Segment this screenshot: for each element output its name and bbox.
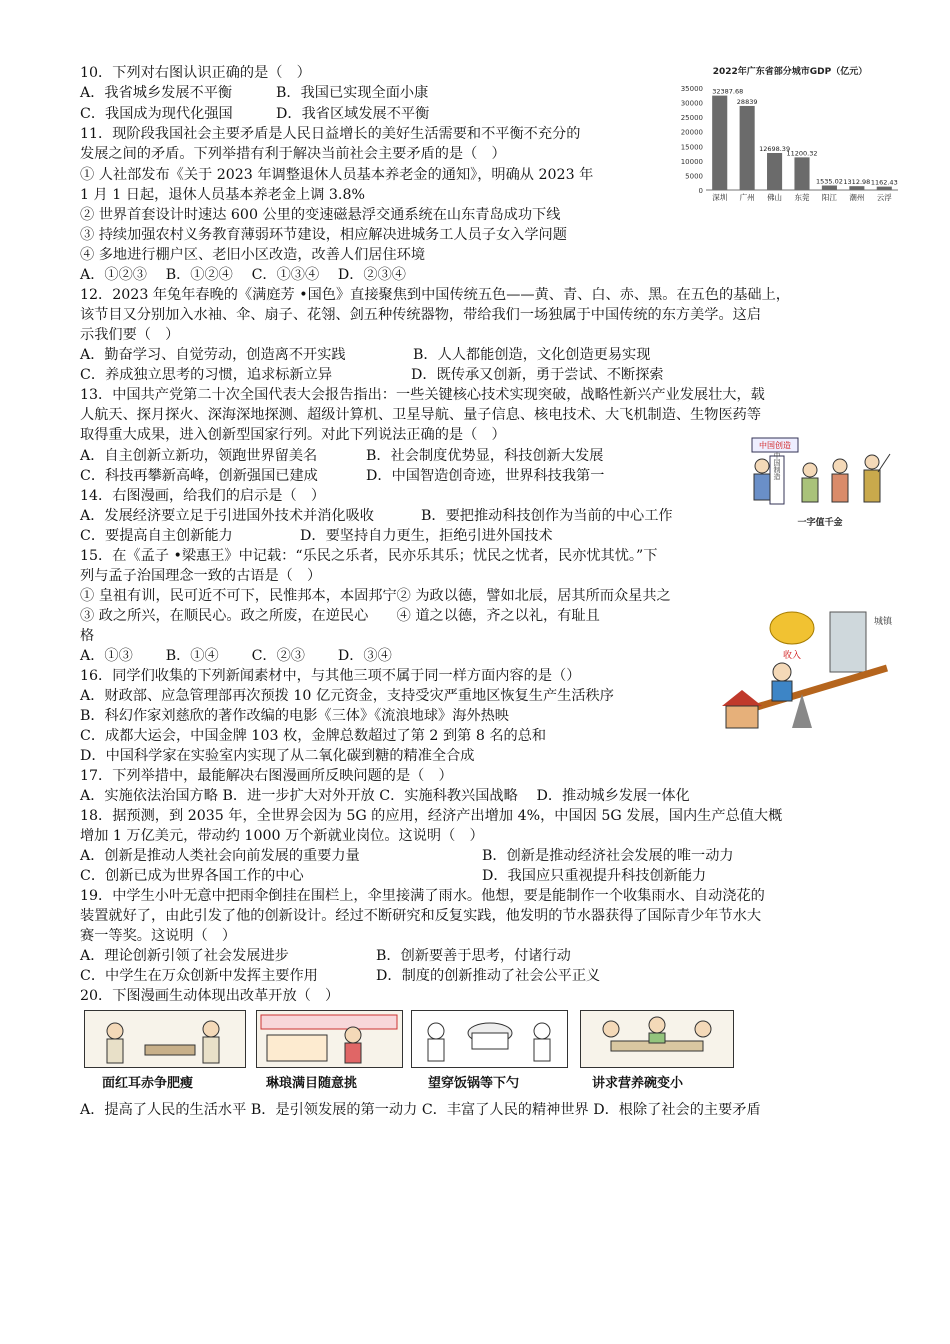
q17-options: A．实施依法治国方略 B．进一步扩大对外开放 C．实施科教兴国战略 D．推动城乡发展一体化 xyxy=(80,788,690,804)
q15-item1-2: ① 皇祖有训，民可近不可下，民惟邦本，本固邦宁② 为政以德，譬如北辰，居其所而众星共之 xyxy=(80,588,671,604)
q20-stem: 20．下图漫画生动体现出改革开放（ ） xyxy=(80,988,340,1004)
q16-option-c: C．成都大运会，中国金牌 103 枚，金牌总数超过了第 2 到第 8 名的总和 xyxy=(80,728,547,744)
q16-option-a: A．财政部、应急管理部再次预拨 10 亿元资金，支持受灾严重地区恢复生产生活秩序 xyxy=(80,688,614,704)
q18-stem-line1: 18．据预测，到 2035 年，全世界会因为 5G 的应用，经济产出增加 4%，中国因 5G 发展，国内生产总值大概 xyxy=(80,808,783,824)
q10-option-b: B．我国已实现全面小康 xyxy=(276,85,429,101)
bar-阳江 xyxy=(822,186,837,190)
gdp-bar-chart xyxy=(672,62,902,212)
q16-option-b: B．科幻作家刘慈欣的著作改编的电影《三体》《流浪地球》海外热映 xyxy=(80,708,509,724)
y-tick-label: 25000 xyxy=(680,114,703,123)
bar-东莞 xyxy=(794,157,809,190)
q12-option-a: A．勤奋学习、自觉劳动，创造离不开实践 xyxy=(80,347,346,363)
q10-option-c: C．我国成为现代化强国 xyxy=(80,106,233,122)
q10-option-d: D．我省区域发展不平衡 xyxy=(276,106,430,122)
y-tick-label: 5000 xyxy=(685,172,703,181)
q19-option-b: B．创新要善于思考，付诸行动 xyxy=(376,948,571,964)
data-label: 1162.43 xyxy=(870,178,898,187)
q18-option-a: A．创新是推动人类社会向前发展的重要力量 xyxy=(80,848,360,864)
q15-options: A．①③ B．①④ C．②③ D．③④ xyxy=(80,648,392,664)
data-label: 1312.98 xyxy=(843,178,871,187)
q13-stem-line3: 取得重大成果，进入创新型国家行列。对此下列说法正确的是（ ） xyxy=(80,427,506,443)
cartoon-sign-top: 中国创造 xyxy=(759,441,791,450)
q19-option-c: C．中学生在万众创新中发挥主要作用 xyxy=(80,968,318,984)
q16-option-d: D．中国科学家在实验室内实现了从二氧化碳到糖的精准全合成 xyxy=(80,748,475,764)
x-tick-label: 佛山 xyxy=(767,193,783,202)
x-tick-label: 东莞 xyxy=(794,193,810,202)
q17-stem: 17．下列举措中，最能解决右图漫画所反映问题的是（ ） xyxy=(80,768,453,784)
cartoon-label-city: 城镇 xyxy=(874,617,893,627)
q11-stem-line2: 发展之间的矛盾。下列举措有利于解决当前社会主要矛盾的是（ ） xyxy=(80,146,506,162)
q19-stem-line3: 赛一等奖。这说明（ ） xyxy=(80,928,237,944)
q14-option-c: C．要提高自主创新能力 xyxy=(80,528,233,544)
q18-option-d: D．我国应只重视提升科技创新能力 xyxy=(482,868,707,884)
q14-stem: 14．右图漫画，给我们的启示是（ ） xyxy=(80,488,326,504)
q19-option-a: A．理论创新引领了社会发展进步 xyxy=(80,948,289,964)
y-tick-label: 30000 xyxy=(680,99,703,108)
q14-option-d: D．要坚持自力更生，拒绝引进外国技术 xyxy=(300,528,553,544)
y-tick-label: 0 xyxy=(698,187,703,195)
cartoon-panel-4 xyxy=(580,1010,734,1068)
q16-stem: 16．同学们收集的下列新闻素材中，与其他三项不属于同一样方面内容的是（） xyxy=(80,668,581,684)
cartoon-caption-4: 讲求营养碗变小 xyxy=(592,1076,684,1091)
cartoon-panel-2 xyxy=(256,1010,403,1068)
y-tick-label: 35000 xyxy=(680,85,703,93)
q12-stem-line1: 12．2023 年兔年春晚的《满庭芳 •国色》直接聚焦到中国传统五色——黄、青、白、赤、黑。在五色的基础上， xyxy=(80,287,790,303)
y-tick-label: 15000 xyxy=(680,143,703,152)
bar-佛山 xyxy=(767,153,782,190)
cartoon-sign-side: 中国制造 xyxy=(773,452,781,480)
q15-item3-4: ③ 政之所兴，在顺民心。政之所废，在逆民心 ④ 道之以德，齐之以礼，有耻且 xyxy=(80,608,600,624)
bar-潮州 xyxy=(849,186,864,190)
data-label: 12698.39 xyxy=(759,144,791,153)
q19-stem-line1: 19．中学生小叶无意中把雨伞倒挂在围栏上，伞里接满了雨水。他想，要是能制作一个收集雨水、自动浇花的 xyxy=(80,888,765,904)
cartoon-caption-3: 望穿饭锅等下勺 xyxy=(428,1076,520,1091)
cartoon-panel-1 xyxy=(84,1010,246,1068)
x-tick-label: 阳江 xyxy=(821,193,837,202)
bar-广州 xyxy=(740,106,755,190)
data-label: 11200.32 xyxy=(786,149,818,158)
urban-rural-seesaw-cartoon xyxy=(712,598,902,738)
q10-stem: 10．下列对右图认识正确的是（ ） xyxy=(80,65,311,81)
data-label: 32387.68 xyxy=(712,87,744,96)
y-tick-label: 10000 xyxy=(680,157,703,166)
q13-stem-line2: 人航天、探月探火、深海深地探测、超级计算机、卫星导航、量子信息、核电技术、大飞机制造、生物医药等 xyxy=(80,407,762,423)
q15-stem-line2: 列与孟子治国理念一致的古语是（ ） xyxy=(80,568,322,584)
x-tick-label: 潮州 xyxy=(849,193,865,202)
q11-item2: ② 世界首套设计时速达 600 公里的变速磁悬浮交通系统在山东青岛成功下线 xyxy=(80,207,561,223)
q20-options: A．提高了人民的生活水平 B．是引领发展的第一动力 C．丰富了人民的精神世界 D．根除了社会的主要矛盾 xyxy=(80,1102,761,1118)
q19-stem-line2: 装置就好了，由此引发了他的创新设计。经过不断研究和反复实践，他发明的节水器获得了国际青少年节水大 xyxy=(80,908,762,924)
q12-option-d: D．既传承又创新，勇于尝试、不断探索 xyxy=(411,367,664,383)
q12-option-b: B．人人都能创造，文化创造更易实现 xyxy=(413,347,651,363)
cartoon-caption: 一字值千金 xyxy=(797,518,843,528)
q13-stem-line1: 13．中国共产党第二十次全国代表大会报告指出：一些关键核心技术实现突破，战略性新兴产业发展壮大，载 xyxy=(80,387,765,403)
q10-option-a: A．我省城乡发展不平衡 xyxy=(80,85,233,101)
y-tick-label: 20000 xyxy=(680,128,703,137)
q18-option-b: B．创新是推动经济社会发展的唯一动力 xyxy=(482,848,734,864)
data-label: 28839 xyxy=(736,97,758,106)
q11-item1-line1: ① 人社部发布《关于 2023 年调整退休人员基本养老金的通知》，明确从 2023 年 xyxy=(80,167,594,183)
x-tick-label: 广州 xyxy=(739,193,755,202)
q13-option-b: B．社会制度优势显，科技创新大发展 xyxy=(366,448,604,464)
q14-option-b: B．要把推动科技创作为当前的中心工作 xyxy=(421,508,673,524)
q11-item3: ③ 持续加强农村义务教育薄弱环节建设，相应解决进城务工人员子女入学问题 xyxy=(80,227,567,243)
q13-option-c: C．科技再攀新高峰，创新强国已建成 xyxy=(80,468,318,484)
q15-item4-cont: 格 xyxy=(80,628,95,644)
q11-stem-line1: 11．现阶段我国社会主要矛盾是人民日益增长的美好生活需要和不平衡不充分的 xyxy=(80,126,581,142)
q14-option-a: A．发展经济要立足于引进国外技术并消化吸收 xyxy=(80,508,374,524)
data-label: 1535.02 xyxy=(815,177,843,186)
q18-stem-line2: 增加 1 万亿美元，带动约 1000 万个新就业岗位。这说明（ ） xyxy=(80,828,484,844)
q18-option-c: C．创新已成为世界各国工作的中心 xyxy=(80,868,304,884)
x-tick-label: 深圳 xyxy=(712,193,728,202)
cartoon-panel-3 xyxy=(411,1010,568,1068)
q11-options: A．①②③ B．①②④ C．①③④ D．②③④ xyxy=(80,267,406,283)
x-tick-label: 云浮 xyxy=(876,193,892,202)
q12-stem-line3: 示我们要（ ） xyxy=(80,327,180,343)
cartoon-label-income: 收入 xyxy=(782,651,802,661)
q12-stem-line2: 该节目又分别加入水袖、伞、扇子、花翎、剑五种传统器物，带给我们一场独属于中国传统的东方美学。这启 xyxy=(80,307,762,323)
chart-title: 2022年广东省部分城市GDP（亿元） xyxy=(712,67,868,77)
q15-stem-line1: 15．在《孟子 •梁惠王》中记载：“乐民之乐者，民亦乐其乐；忧民之忧者，民亦忧其忧。”下 xyxy=(80,548,658,564)
bar-深圳 xyxy=(712,96,727,190)
q12-option-c: C．养成独立思考的习惯，追求标新立异 xyxy=(80,367,333,383)
q13-option-a: A．自主创新立新功，领跑世界留美名 xyxy=(80,448,318,464)
q13-option-d: D．中国智造创奇迹，世界科技我第一 xyxy=(366,468,605,484)
q19-option-d: D．制度的创新推动了社会公平正义 xyxy=(376,968,601,984)
innovation-cartoon xyxy=(740,432,900,532)
q11-item1-line2: 1 月 1 日起，退休人员基本养老金上调 3.8% xyxy=(80,187,365,203)
cartoon-caption-2: 琳琅满目随意挑 xyxy=(266,1076,358,1091)
q11-item4: ④ 多地进行棚户区、老旧小区改造，改善人们居住环境 xyxy=(80,247,426,263)
cartoon-caption-1: 面红耳赤争肥瘦 xyxy=(102,1076,194,1091)
bar-云浮 xyxy=(877,187,892,190)
